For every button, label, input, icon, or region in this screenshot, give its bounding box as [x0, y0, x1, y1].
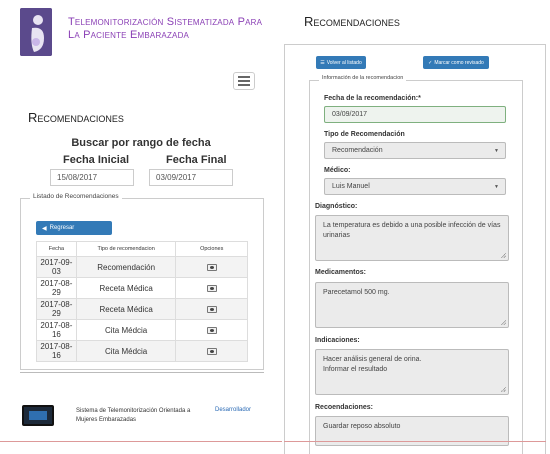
fecha-final-input[interactable]: 03/09/2017: [149, 169, 233, 186]
medico-select[interactable]: [324, 178, 506, 195]
column-header: Tipo de recomendacion: [76, 242, 176, 257]
page-title: Recomendaciones: [28, 110, 124, 125]
eye-icon[interactable]: [207, 285, 217, 292]
bottom-divider: [284, 441, 546, 442]
medicamentos-textarea[interactable]: [315, 282, 509, 328]
tipo-value: Recomendación: [332, 147, 383, 154]
column-header: Fecha: [37, 242, 77, 257]
search-title: Buscar por rango de fecha: [71, 137, 211, 149]
row-fecha: 2017-08-29: [37, 278, 77, 299]
row-tipo: Cita Médcia: [76, 341, 176, 362]
table-row: [37, 320, 248, 341]
row-fecha: 2017-08-29: [37, 299, 77, 320]
table-row: [37, 341, 248, 362]
regresar-label: Regresar: [49, 225, 75, 231]
row-fecha: 2017-08-16: [37, 341, 77, 362]
diagnostico-label: Diagnóstico:: [315, 203, 358, 210]
indicaciones-label: Indicaciones:: [315, 337, 360, 344]
fecha-final-label: Fecha Final: [166, 154, 227, 166]
row-tipo: Receta Médica: [76, 278, 176, 299]
row-fecha: 2017-08-16: [37, 320, 77, 341]
eye-icon[interactable]: [207, 327, 217, 334]
check-icon: ✓: [428, 59, 433, 66]
recoendaciones-value: Guardar reposo absoluto: [323, 423, 401, 430]
indicaciones-line: Informar el resultado: [323, 366, 388, 373]
fecha-input[interactable]: 03/09/2017: [324, 106, 506, 123]
medicamentos-label: Medicamentos:: [315, 269, 366, 276]
tablet-image: [22, 405, 54, 426]
eye-icon[interactable]: [207, 264, 217, 271]
caret-down-icon: ▼: [494, 184, 499, 190]
arrow-left-icon: ◀: [42, 225, 47, 232]
row-tipo: Cita Médcia: [76, 320, 176, 341]
volver-listado-button[interactable]: [316, 56, 366, 69]
table-row: [37, 257, 248, 278]
right-screen: [282, 0, 550, 454]
eye-icon[interactable]: [207, 348, 217, 355]
volver-label: Volver al listado: [326, 59, 362, 66]
marcar-revisado-button[interactable]: [423, 56, 489, 69]
table-row: [37, 278, 248, 299]
fecha-inicial-input[interactable]: 15/08/2017: [50, 169, 134, 186]
page-title: Recomendaciones: [304, 14, 400, 29]
table-row: [37, 299, 248, 320]
logo-icon: [20, 8, 52, 56]
diagnostico-value: La temperatura es debido a una posible infección de vías urinarias: [323, 222, 501, 239]
footer-text: Sistema de Telemonitorización Orientada a Mujeres Embarazadas: [76, 408, 191, 423]
list-legend: Listado de Recomendaciones: [30, 193, 122, 200]
info-legend: Información de la recomendacion: [319, 75, 406, 81]
app-title: Telemonitorización Sistematizada Para La Paciente Embarazada: [68, 16, 263, 41]
list-icon: ☰: [320, 59, 325, 66]
developer-link[interactable]: Desarrollador: [215, 407, 252, 413]
recoendaciones-label: Recoendaciones:: [315, 404, 373, 411]
row-tipo: Recomendación: [76, 257, 176, 278]
bottom-divider: [0, 441, 282, 442]
hamburger-icon: [238, 76, 250, 78]
table-header-row: [37, 242, 248, 257]
indicaciones-line: Hacer análisis general de orina.: [323, 356, 422, 363]
medico-label: Médico:: [324, 167, 351, 174]
column-header: Opciones: [176, 242, 248, 257]
fecha-label: Fecha de la recomendación:*: [324, 95, 421, 102]
medicamentos-value: Parecetamol 500 mg.: [323, 289, 390, 296]
diagnostico-textarea[interactable]: [315, 215, 509, 261]
indicaciones-textarea[interactable]: [315, 349, 509, 395]
regresar-button[interactable]: [36, 221, 112, 235]
recommendations-table: [36, 241, 248, 362]
hamburger-menu-button[interactable]: [233, 72, 255, 90]
row-tipo: Receta Médica: [76, 299, 176, 320]
tipo-select[interactable]: [324, 142, 506, 159]
eye-icon[interactable]: [207, 306, 217, 313]
caret-down-icon: ▼: [494, 148, 499, 154]
tipo-label: Tipo de Recomendación: [324, 131, 405, 138]
medico-value: Luis Manuel: [332, 183, 370, 190]
fecha-inicial-label: Fecha Inicial: [63, 154, 130, 166]
marcar-label: Marcar como revisado: [434, 59, 484, 66]
row-fecha: 2017-09-03: [37, 257, 77, 278]
footer-divider: [20, 372, 264, 373]
